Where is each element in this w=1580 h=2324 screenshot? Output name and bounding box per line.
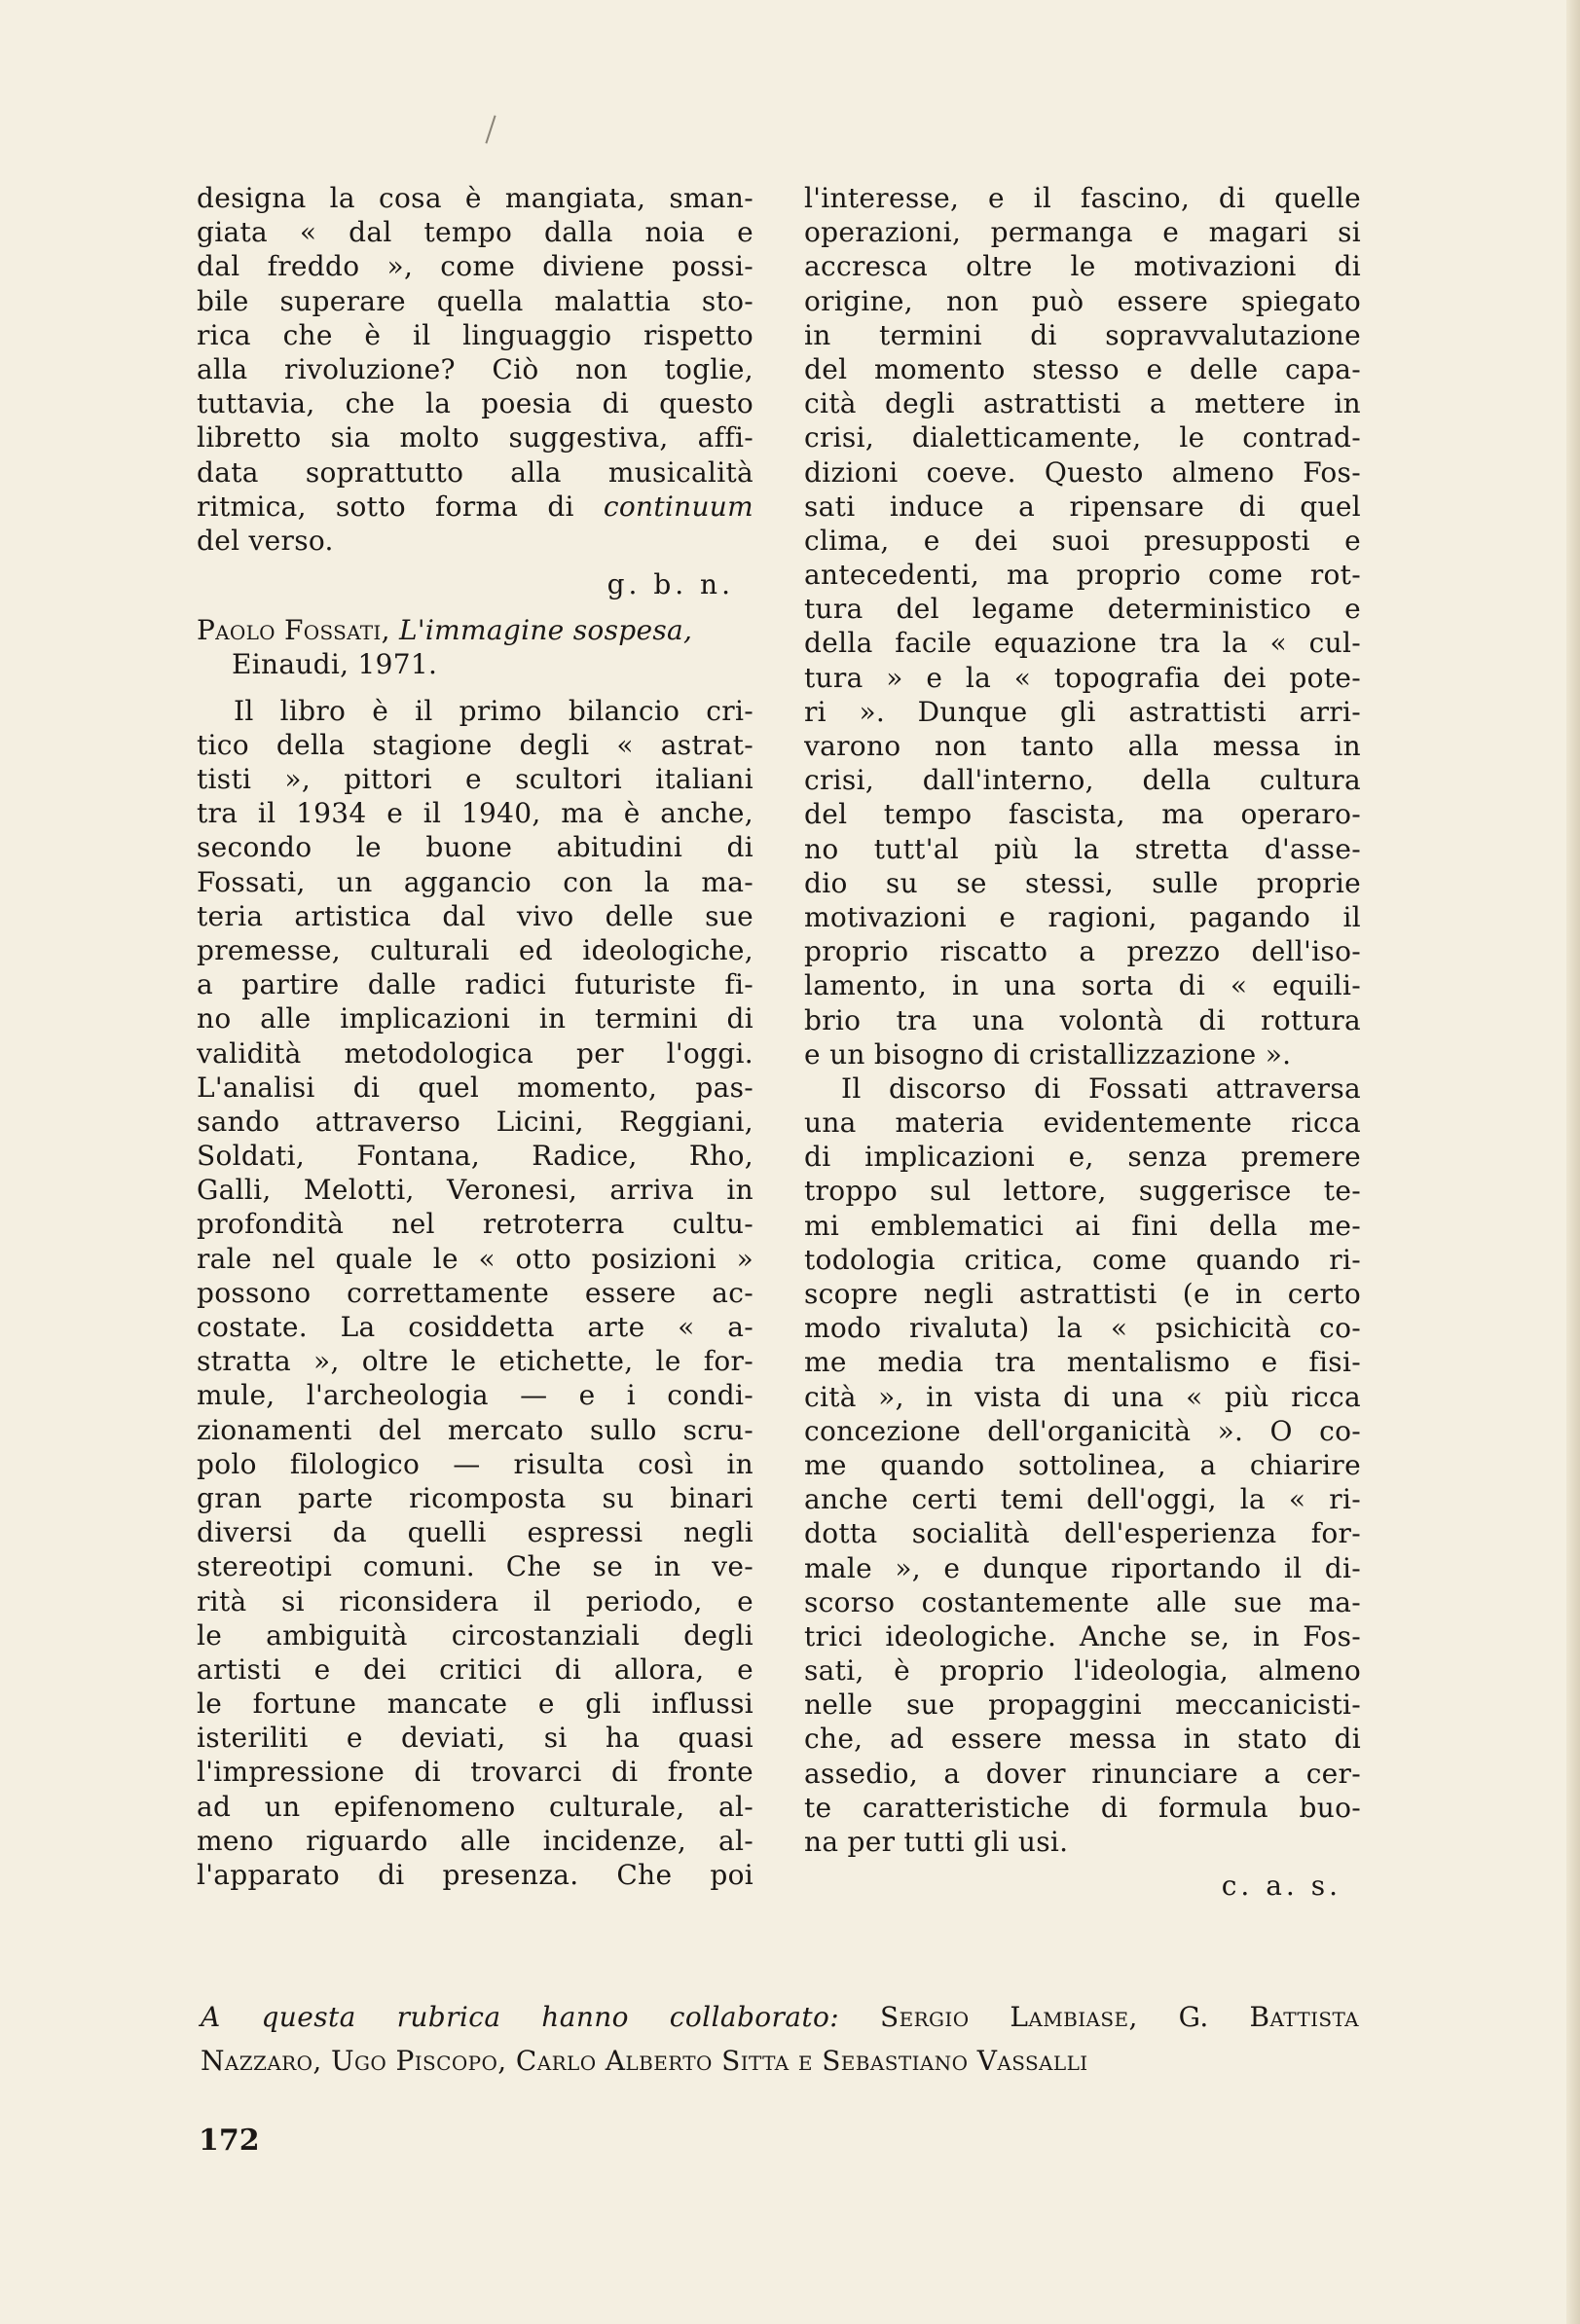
text-line: giata « dal tempo dalla noia e bbox=[197, 216, 753, 249]
text-line: designa la cosa è mangiata, sman- bbox=[197, 182, 753, 214]
text-line: sando attraverso Licini, Reggiani, bbox=[197, 1105, 753, 1138]
text-line: scopre negli astrattisti (e in certo bbox=[804, 1278, 1361, 1310]
text-line: antecedenti, ma proprio come rot- bbox=[804, 559, 1361, 592]
left-column bbox=[197, 181, 753, 1892]
text-line: Il discorso di Fossati attraversa bbox=[841, 1071, 1361, 1105]
text-line: dio su se stessi, sulle proprie bbox=[804, 866, 1361, 899]
text-line: anche certi temi dell'oggi, la « ri- bbox=[804, 1483, 1361, 1516]
text-line: profondità nel retroterra cultu- bbox=[197, 1208, 753, 1241]
text-line: ri ». Dunque gli astrattisti arri- bbox=[804, 695, 1361, 728]
text-line: di implicazioni e, senza premere bbox=[804, 1141, 1361, 1174]
text-line: todologia critica, come quando ri- bbox=[804, 1243, 1361, 1276]
text-line: scorso costantemente alle sue ma- bbox=[804, 1585, 1361, 1618]
text-line bbox=[197, 490, 753, 524]
text-line: lamento, in una sorta di « equili- bbox=[804, 969, 1361, 1002]
book-publisher: Einaudi, 1971. bbox=[232, 648, 438, 681]
text-line: data soprattutto alla musicalità bbox=[197, 455, 753, 489]
text-line: bile superare quella malattia sto- bbox=[197, 284, 753, 317]
text-line: ad un epifenomeno culturale, al- bbox=[197, 1790, 753, 1823]
text-line: concezione dell'organicità ». O co- bbox=[804, 1414, 1361, 1447]
text-line: accresca oltre le motivazioni di bbox=[804, 250, 1361, 283]
text-line: rità si riconsidera il periodo, e bbox=[197, 1584, 753, 1617]
text-line: meno riguardo alle incidenze, al- bbox=[197, 1824, 753, 1857]
text-line: e un bisogno di cristallizzazione ». bbox=[804, 1037, 1292, 1071]
text-line: secondo le buone abitudini di bbox=[197, 831, 753, 864]
text-line: crisi, dall'interno, della cultura bbox=[804, 764, 1361, 797]
text-line: artisti e dei critici di allora, e bbox=[197, 1652, 753, 1686]
text-line: alla rivoluzione? Ciò non toglie, bbox=[197, 352, 753, 385]
text-line: sati induce a ripensare di quel bbox=[804, 490, 1361, 523]
text-line: me quando sottolinea, a chiarire bbox=[804, 1448, 1361, 1481]
text-line: rica che è il linguaggio rispetto bbox=[197, 318, 753, 351]
text-line: Galli, Melotti, Veronesi, arriva in bbox=[197, 1174, 753, 1207]
text-line: a partire dalle radici futuriste fi- bbox=[197, 968, 753, 1001]
text-line: che, ad essere messa in stato di bbox=[804, 1723, 1361, 1756]
contributors-names-continued: Nazzaro, Ugo Piscopo, Carlo Alberto Sitta e Sebastiano Vassalli bbox=[201, 2045, 1088, 2077]
text-line: dizioni coeve. Questo almeno Fos- bbox=[804, 455, 1361, 489]
text-line: mi emblematici ai fini della me- bbox=[804, 1209, 1361, 1242]
text-line: no tutt'al più la stretta d'asse- bbox=[804, 832, 1361, 865]
text-line: tuttavia, che la poesia di questo bbox=[197, 387, 753, 420]
text-line: mule, l'archeologia — e i condi- bbox=[197, 1379, 753, 1412]
text-line: stratta », oltre le etichette, le for- bbox=[197, 1345, 753, 1378]
page-number: 172 bbox=[199, 2124, 260, 2158]
text-line: L'analisi di quel momento, pas- bbox=[197, 1071, 753, 1104]
text-line: troppo sul lettore, suggerisce te- bbox=[804, 1175, 1361, 1208]
text-line: in termini di sopravvalutazione bbox=[804, 318, 1361, 351]
book-heading bbox=[197, 613, 753, 681]
text-line: tura del legame deterministico e bbox=[804, 593, 1361, 626]
text-line: rale nel quale le « otto posizioni » bbox=[197, 1242, 753, 1275]
text-line: validità metodologica per l'oggi. bbox=[197, 1036, 753, 1070]
text-line: Soldati, Fontana, Radice, Rho, bbox=[197, 1140, 753, 1173]
text-line: possono correttamente essere ac- bbox=[197, 1276, 753, 1309]
text-line: cità », in vista di una « più ricca bbox=[804, 1380, 1361, 1413]
book-author: Paolo Fossati bbox=[197, 614, 382, 647]
text-line: male », e dunque riportando il di- bbox=[804, 1551, 1361, 1584]
text-line: zionamenti del mercato sullo scru- bbox=[197, 1413, 753, 1446]
text-line: sati, è proprio l'ideologia, almeno bbox=[804, 1654, 1361, 1688]
text-line: costate. La cosiddetta arte « a- bbox=[197, 1311, 753, 1344]
text-line: del tempo fascista, ma operaro- bbox=[804, 798, 1361, 831]
text-line: no alle implicazioni in termini di bbox=[197, 1002, 753, 1035]
text-line: tura » e la « topografia dei pote- bbox=[804, 661, 1361, 694]
text-line: l'interesse, e il fascino, di quelle bbox=[804, 182, 1361, 214]
text-line: Il libro è il primo bilancio cri- bbox=[234, 694, 753, 727]
text-line: te caratteristiche di formula buo- bbox=[804, 1791, 1361, 1824]
text-line: tra il 1934 e il 1940, ma è anche, bbox=[197, 797, 753, 830]
text-fragment: ritmica, sotto forma di bbox=[197, 490, 574, 523]
text-line: una materia evidentemente ricca bbox=[804, 1107, 1361, 1140]
text-line: trici ideologiche. Anche se, in Fos- bbox=[804, 1619, 1361, 1652]
text-line: libretto sia molto suggestiva, affi- bbox=[197, 421, 753, 454]
reviewer-signature: g. b. n. bbox=[606, 568, 734, 601]
text-line: polo filologico — risulta così in bbox=[197, 1447, 753, 1480]
text-line: cità degli astrattisti a mettere in bbox=[804, 387, 1361, 420]
contributors-note bbox=[201, 1995, 1359, 2083]
text-line: modo rivaluta) la « psichicità co- bbox=[804, 1312, 1361, 1345]
heading-line: Paolo Fossati, L'immagine sospesa, bbox=[197, 614, 693, 647]
right-column bbox=[804, 181, 1361, 1912]
text-line: crisi, dialetticamente, le contrad- bbox=[804, 421, 1361, 454]
text-line: diversi da quelli espressi negli bbox=[197, 1516, 753, 1549]
book-title: L'immagine sospesa, bbox=[399, 614, 693, 647]
text-line: assedio, a dover rinunciare a cer- bbox=[804, 1757, 1361, 1790]
poem-review-ending bbox=[197, 181, 753, 558]
text-line: origine, non può essere spiegato bbox=[804, 284, 1361, 317]
text-line: tico della stagione degli « astrat- bbox=[197, 728, 753, 761]
text-line: gran parte ricomposta su binari bbox=[197, 1481, 753, 1514]
text-line: clima, e dei suoi presupposti e bbox=[804, 524, 1361, 557]
text-line: del momento stesso e delle capa- bbox=[804, 352, 1361, 385]
text-line: del verso. bbox=[197, 524, 334, 557]
text-line: me media tra mentalismo e fisi- bbox=[804, 1346, 1361, 1379]
text-line: isteriliti e deviati, si ha quasi bbox=[197, 1722, 753, 1755]
italic-word: continuum bbox=[603, 490, 753, 523]
pencil-mark bbox=[485, 115, 496, 143]
text-line: na per tutti gli usi. bbox=[804, 1826, 1069, 1858]
reviewer-signature: c. a. s. bbox=[1221, 1870, 1341, 1903]
text-line: dotta socialità dell'esperienza for- bbox=[804, 1517, 1361, 1550]
text-line: le fortune mancate e gli influssi bbox=[197, 1688, 753, 1721]
text-line: proprio riscatto a prezzo dell'iso- bbox=[804, 935, 1361, 968]
text-line: Fossati, un aggancio con la ma- bbox=[197, 865, 753, 898]
text-line: operazioni, permanga e magari si bbox=[804, 216, 1361, 249]
text-line: l'impressione di trovarci di fronte bbox=[197, 1756, 753, 1789]
text-line: dal freddo », come diviene possi- bbox=[197, 250, 753, 283]
review-body-left bbox=[197, 694, 753, 1893]
text-line: tisti », pittori e scultori italiani bbox=[197, 763, 753, 796]
page-edge bbox=[1566, 0, 1580, 2324]
text-line: premesse, culturali ed ideologiche, bbox=[197, 933, 753, 966]
text-line: le ambiguità circostanziali degli bbox=[197, 1618, 753, 1652]
text-line: della facile equazione tra la « cul- bbox=[804, 627, 1361, 660]
text-line: nelle sue propaggini meccanicisti- bbox=[804, 1689, 1361, 1722]
footer-line bbox=[201, 1995, 1359, 2039]
text-line: brio tra una volontà di rottura bbox=[804, 1003, 1361, 1036]
text-line: stereotipi comuni. Che se in ve- bbox=[197, 1550, 753, 1583]
contributors-intro: A questa rubrica hanno collaborato: bbox=[201, 2001, 840, 2033]
contributors-names: Sergio Lambiase, G. Battista bbox=[880, 2001, 1359, 2033]
text-line: motivazioni e ragioni, pagando il bbox=[804, 900, 1361, 933]
text-line: teria artistica dal vivo delle sue bbox=[197, 899, 753, 932]
text-line: l'apparato di presenza. Che poi bbox=[197, 1859, 753, 1892]
text-line: varono non tanto alla messa in bbox=[804, 730, 1361, 762]
